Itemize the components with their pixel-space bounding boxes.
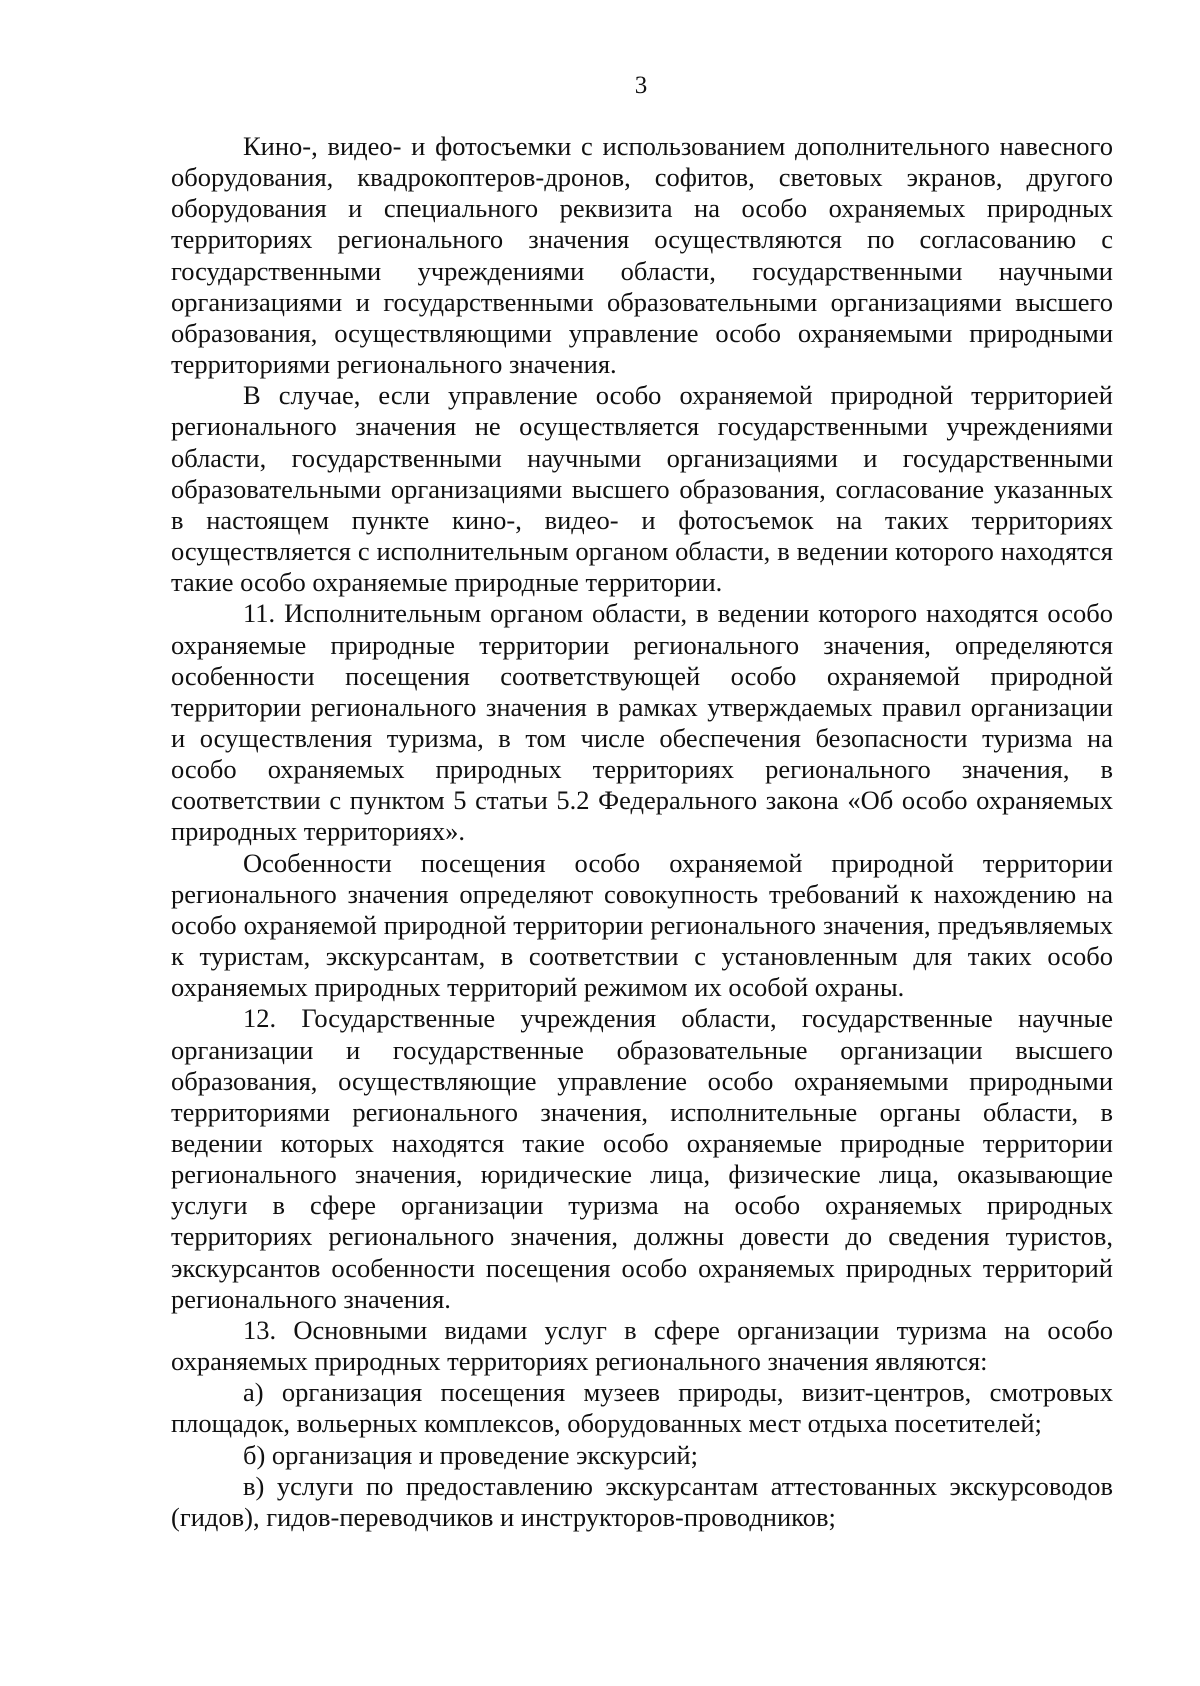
page-number: 3: [634, 72, 648, 99]
paragraph-item-12: 12. Государственные учреждения области, государственные научные организации и государственные образовательные организации высшего образования, осуществляющие управление особо охраняемыми природными территориями регионального значения, исполнительные органы области, в ведении которых находятся такие особо охраняемые природные территории регионального значения, юридические лица, физические лица, оказывающие услуги в сфере организации туризма на особо охраняемых природных территориях регионального значения, должны довести до сведения туристов, экскурсантов особенности посещения особо охраняемых природных территорий регионального значения.: [171, 1003, 1113, 1314]
list-item-v: в) услуги по предоставлению экскурсантам аттестованных экскурсоводов (гидов), гидов-переводчиков и инструкторов-проводников;: [171, 1470, 1113, 1532]
document-body: [171, 131, 1113, 1533]
list-item-b: б) организация и проведение экскурсий;: [243, 1439, 698, 1470]
paragraph-item-11: 11. Исполнительным органом области, в ведении которого находятся особо охраняемые природные территории регионального значения, определяются особенности посещения соответствующей особо охраняемой природной территории регионального значения в рамках утверждаемых правил организации и осуществления туризма, в том числе обеспечения безопасности туризма на особо охраняемых природных территориях регионального значения, в соответствии с пунктом 5 статьи 5.2 Федерального закона «Об особо охраняемых природных территориях».: [171, 598, 1113, 847]
paragraph-item-13: 13. Основными видами услуг в сфере организации туризма на особо охраняемых природных территориях регионального значения являются:: [171, 1314, 1113, 1377]
paragraph-visit-features: Особенности посещения особо охраняемой природной территории регионального значения определяют совокупность требований к нахождению на особо охраняемой природной территории регионального значения, предъявляемых к туристам, экскурсантам, в соответствии с установленным для таких особо охраняемых природных территорий режимом их особой охраны.: [171, 847, 1113, 1003]
list-item-a: а) организация посещения музеев природы, визит-центров, смотровых площадок, вольерных комплексов, оборудованных мест отдыха посетителей;: [171, 1377, 1113, 1439]
paragraph-filming-executive-body: В случае, если управление особо охраняемой природной территорией регионального значения не осуществляется государственными учреждениями области, государственными научными организациями и государственными образовательными организациями высшего образования, согласование указанных в настоящем пункте кино-, видео- и фотосъемок на таких территориях осуществляется с исполнительным органом области, в ведении которого находятся такие особо охраняемые природные территории.: [171, 380, 1113, 598]
paragraph-filming-approval: Кино-, видео- и фотосъемки с использованием дополнительного навесного оборудования, квадрокоптеров-дронов, софитов, световых экранов, другого оборудования и специального реквизита на особо охраняемых природных территориях регионального значения осуществляются по согласованию с государственными учреждениями области, государственными научными организациями и государственными образовательными организациями высшего образования, осуществляющими управление особо охраняемыми природными территориями регионального значения.: [171, 131, 1113, 380]
